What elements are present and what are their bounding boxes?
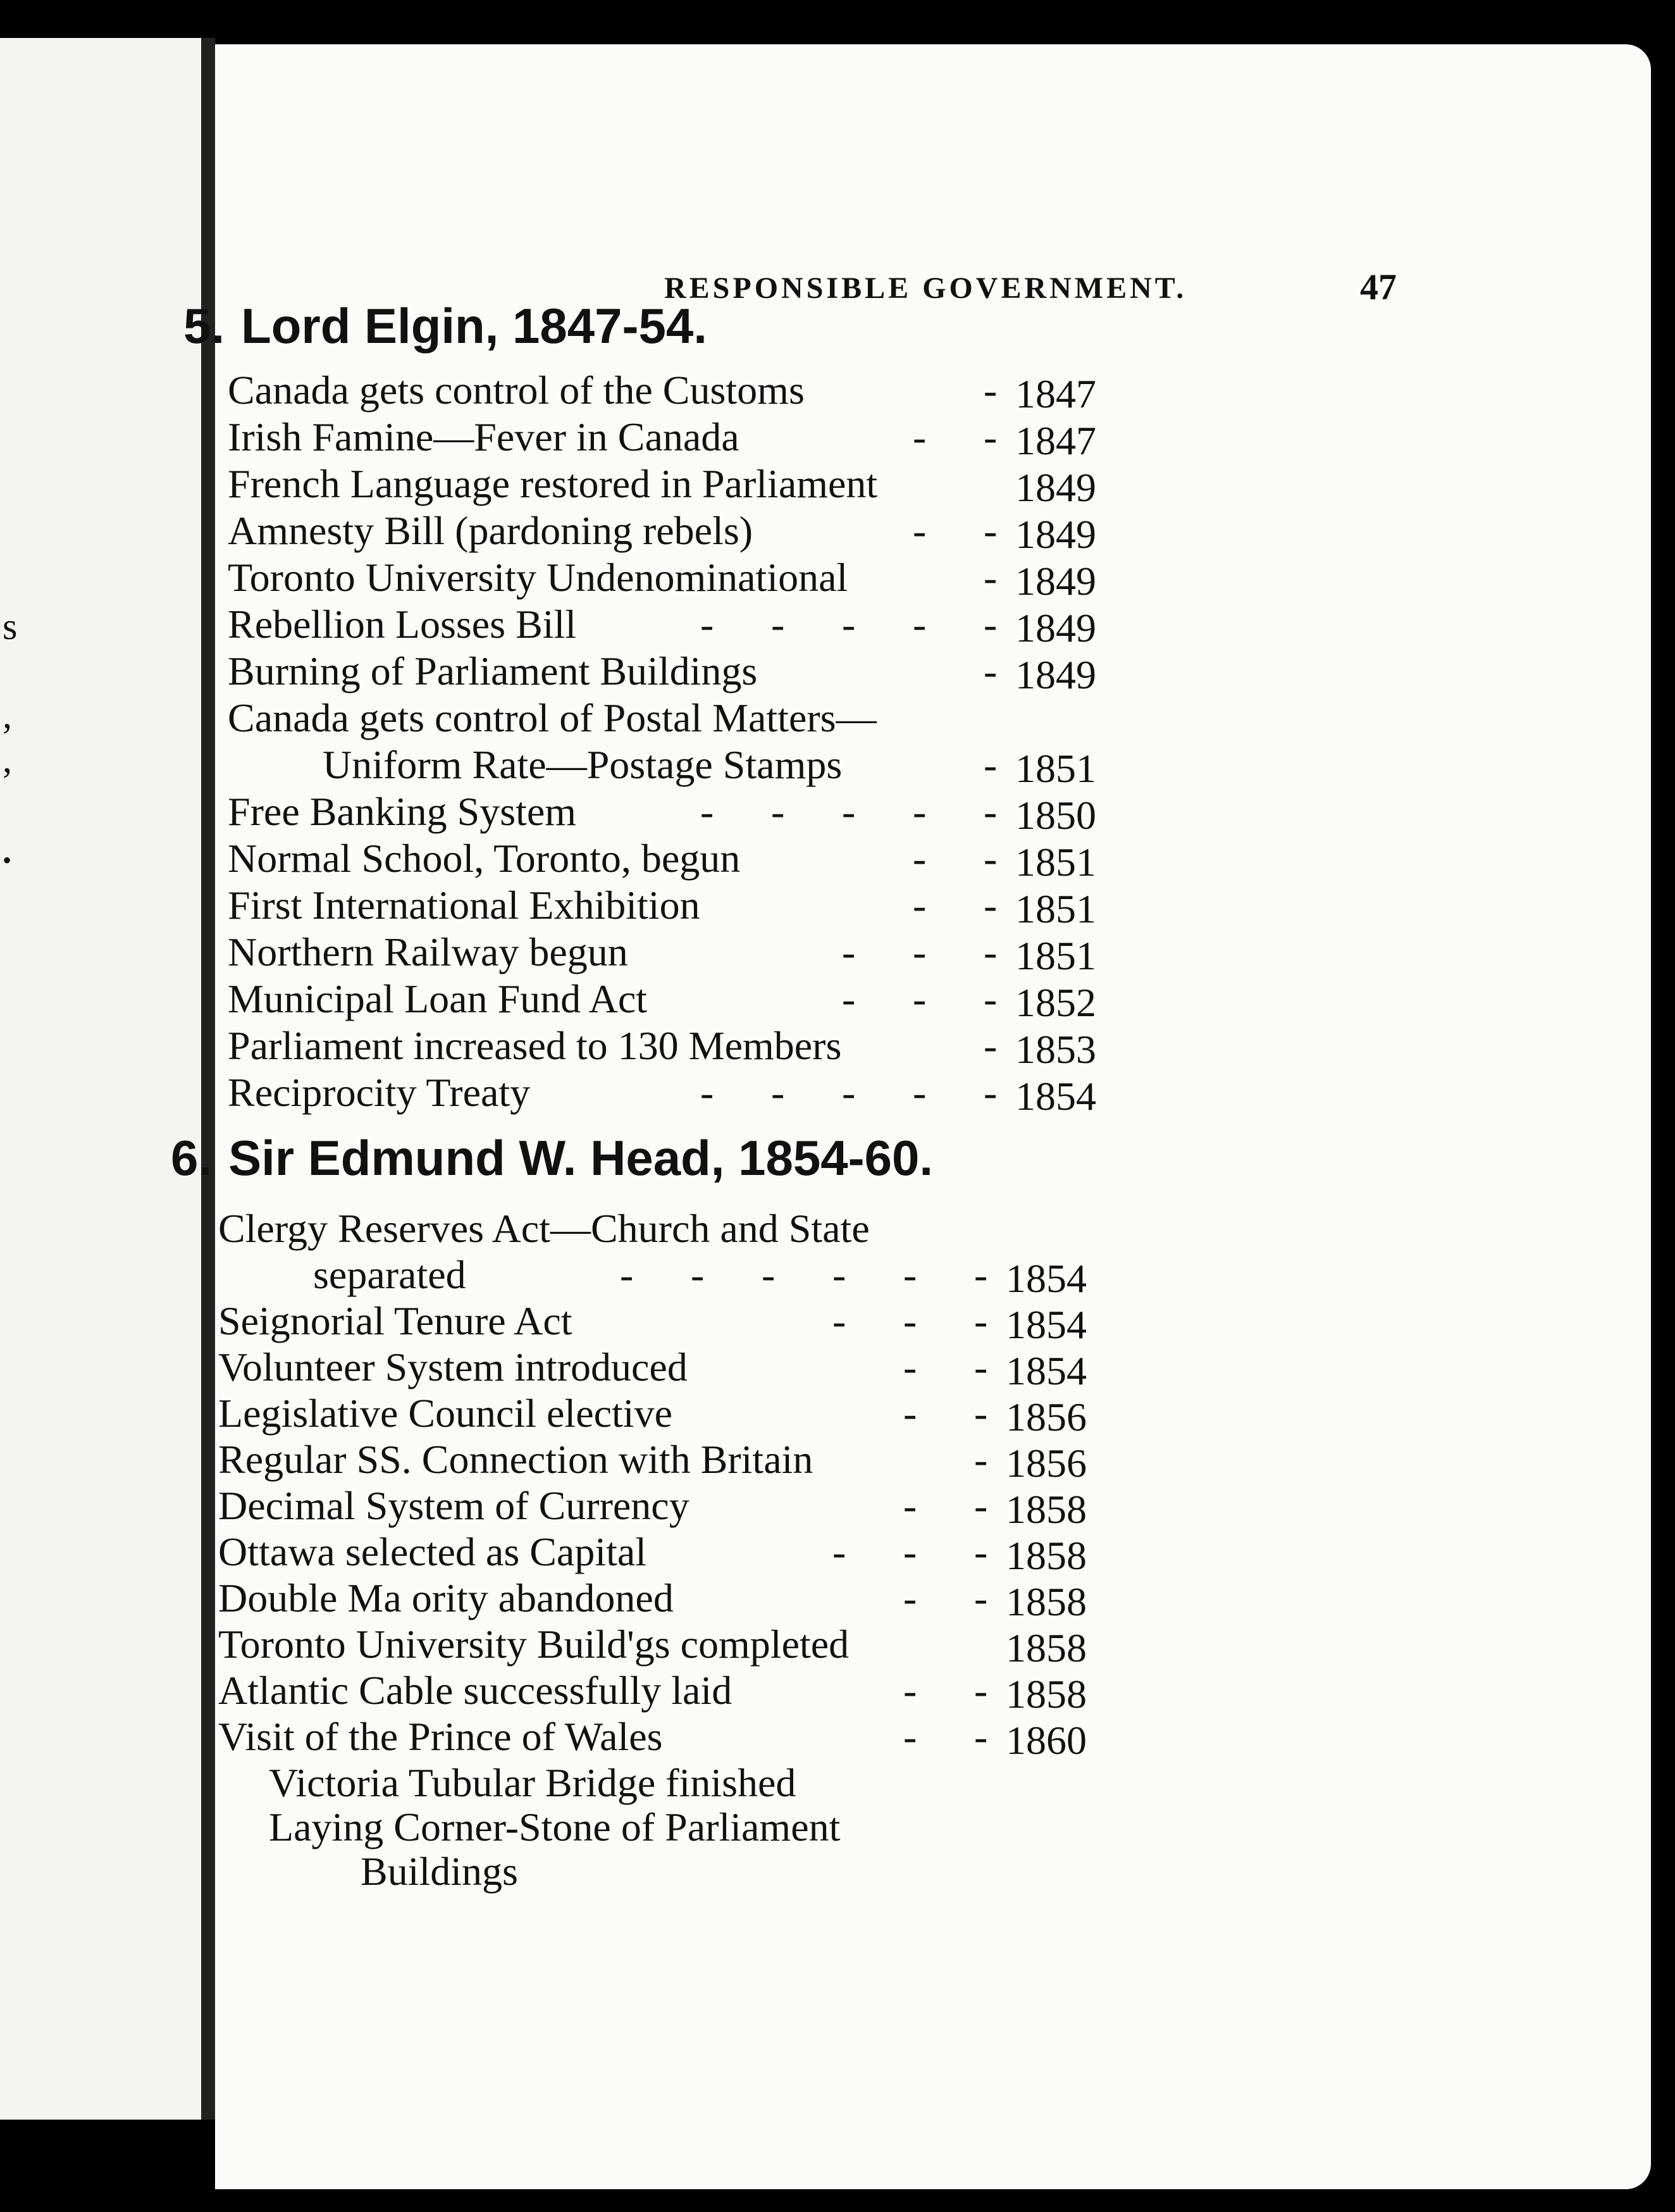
section-title: Sir Edmund W. Head, 1854-60. [228, 1130, 934, 1186]
leader-dash: - [913, 508, 927, 553]
leader-dash: - [974, 1714, 988, 1759]
chronology-entry [218, 1713, 1107, 1763]
entry-label: Free Banking System [228, 789, 577, 834]
leader-dash: - [620, 1252, 634, 1297]
facing-page-edge [0, 38, 201, 2120]
leader-dash: - [974, 1298, 988, 1343]
leader-dash: - [762, 1252, 776, 1297]
entry-label: Volunteer System introduced [218, 1345, 688, 1389]
chronology-entry [228, 788, 1116, 838]
entry-label: Legislative Council elective [218, 1391, 672, 1436]
leader-dash: - [984, 602, 998, 647]
leader-dash: - [700, 1070, 714, 1115]
leader-dash: - [974, 1529, 988, 1574]
entry-label: Toronto University Undenominational [228, 555, 848, 600]
leader-dash: - [903, 1298, 917, 1343]
continuation-line: Laying Corner-Stone of Parliament [269, 1805, 841, 1849]
leader-dash: - [771, 1070, 785, 1115]
entry-year: 1856 [1006, 1441, 1087, 1486]
leader-dash: - [984, 555, 998, 600]
margin-fragment: s [3, 606, 18, 647]
leader-dash: - [974, 1252, 988, 1297]
running-head: RESPONSIBLE GOVERNMENT. [664, 271, 1187, 305]
leader-dash: - [913, 929, 927, 974]
entry-year: 1858 [1006, 1672, 1087, 1717]
entry-year: 1856 [1006, 1395, 1087, 1439]
entry-year: 1851 [1015, 886, 1096, 931]
leader-dash: - [984, 929, 998, 974]
leader-dash: - [984, 976, 998, 1021]
leader-dash: - [984, 883, 998, 928]
entry-year: 1854 [1006, 1348, 1087, 1393]
leader-dash: - [771, 789, 785, 834]
leader-dash: - [913, 414, 927, 459]
entry-label: Toronto University Build'gs completed [218, 1622, 850, 1667]
section-number: 6. [171, 1130, 213, 1186]
leader-dash: - [842, 929, 856, 974]
chronology-entry [228, 1022, 1116, 1072]
entry-year: 1850 [1015, 793, 1096, 838]
leader-dash: - [974, 1345, 988, 1389]
leader-dash: - [903, 1668, 917, 1713]
entry-year: 1851 [1015, 933, 1096, 978]
entry-year: 1849 [1015, 606, 1096, 650]
entry-label: French Language restored in Parliament [228, 461, 878, 506]
chronology-entry [218, 1621, 1107, 1668]
entry-year: 1849 [1015, 465, 1096, 510]
leader-dash: - [842, 976, 856, 1021]
leader-dash: - [842, 1070, 856, 1115]
continuation-line: Victoria Tubular Bridge finished [269, 1760, 796, 1805]
leader-dash: - [974, 1575, 988, 1620]
leader-dash: - [700, 602, 714, 647]
leader-dash: - [832, 1252, 846, 1297]
leader-dash: - [984, 508, 998, 553]
entry-year: 1852 [1015, 980, 1096, 1025]
entry-label: Rebellion Losses Bill [228, 602, 577, 647]
entry-year: 1854 [1006, 1302, 1087, 1347]
entry-label: separated [313, 1252, 466, 1297]
entry-label: Atlantic Cable successfully laid [218, 1668, 732, 1713]
chronology-entry [228, 507, 1116, 557]
chronology-entry [228, 601, 1116, 648]
leader-dash: - [974, 1437, 988, 1482]
leader-dash: - [913, 976, 927, 1021]
chronology-entry [228, 414, 1116, 461]
leader-dash: - [984, 742, 998, 787]
entry-year: 1860 [1006, 1718, 1087, 1763]
continuation-line: Buildings [361, 1849, 518, 1894]
entry-label: Normal School, Toronto, begun [228, 836, 741, 881]
chronology-entry [218, 1390, 1107, 1437]
section-heading [183, 297, 707, 355]
leader-dash: - [974, 1668, 988, 1713]
leader-dash: - [691, 1252, 705, 1297]
entry-year: 1847 [1015, 371, 1096, 416]
chronology-entry [228, 648, 1116, 695]
entry-label: Decimal System of Currency [218, 1483, 689, 1528]
chronology-entry [323, 742, 1211, 791]
entry-year: 1851 [1015, 840, 1096, 885]
entry-year: 1849 [1015, 559, 1096, 604]
leader-dash: - [903, 1345, 917, 1389]
leader-dash: - [984, 649, 998, 693]
page-number: 47 [1360, 266, 1397, 308]
leader-dash: - [984, 836, 998, 881]
entry-year: 1853 [1015, 1027, 1096, 1072]
section-heading [171, 1129, 933, 1187]
entry-year: 1849 [1015, 512, 1096, 557]
entry-label: Reciprocity Treaty [228, 1070, 531, 1115]
chronology-entry [228, 461, 1116, 510]
entry-year: 1851 [1015, 746, 1096, 791]
entry-label: Irish Famine—Fever in Canada [228, 414, 739, 459]
entry-label: Clergy Reserves Act—Church and State [218, 1206, 870, 1251]
section-number: 5. [183, 298, 225, 354]
entry-year: 1854 [1006, 1256, 1087, 1301]
chronology-entry [218, 1667, 1107, 1717]
entry-label: Ottawa selected as Capital [218, 1529, 647, 1574]
leader-dash: - [913, 1070, 927, 1115]
entry-year: 1849 [1015, 652, 1096, 697]
entry-label: Burning of Parliament Buildings [228, 649, 758, 693]
entry-label: First International Exhibition [228, 883, 700, 928]
chronology-entry [218, 1482, 1107, 1532]
chronology-entry [228, 695, 1116, 742]
margin-fragment: • [3, 846, 12, 874]
entry-label: Amnesty Bill (pardoning rebels) [228, 508, 753, 553]
chronology-entry [218, 1529, 1107, 1578]
leader-dash: - [842, 602, 856, 647]
leader-dash: - [903, 1714, 917, 1759]
entry-year: 1858 [1006, 1533, 1087, 1578]
leader-dash: - [913, 789, 927, 834]
leader-dash: - [903, 1252, 917, 1297]
margin-fragment: , [3, 738, 12, 780]
entry-label: Seignorial Tenure Act [218, 1298, 572, 1343]
chronology-entry [218, 1344, 1107, 1391]
leader-dash: - [984, 789, 998, 834]
chronology-entry [228, 929, 1116, 976]
entry-year: 1854 [1015, 1074, 1096, 1119]
entry-year: 1858 [1006, 1487, 1087, 1532]
book-page [171, 44, 1651, 2189]
chronology-entry [313, 1252, 1202, 1301]
entry-label: Double Ma ority abandoned [218, 1575, 674, 1620]
chronology-entry [218, 1575, 1107, 1622]
chronology-entry [228, 835, 1116, 885]
section-title: Lord Elgin, 1847-54. [241, 298, 707, 354]
entry-label: Uniform Rate—Postage Stamps [323, 742, 843, 787]
entry-year: 1847 [1015, 418, 1096, 463]
leader-dash: - [984, 1070, 998, 1115]
entry-label: Municipal Loan Fund Act [228, 976, 648, 1021]
leader-dash: - [974, 1391, 988, 1436]
chronology-entry [218, 1436, 1107, 1486]
leader-dash: - [771, 602, 785, 647]
leader-dash: - [984, 414, 998, 459]
leader-dash: - [832, 1298, 846, 1343]
leader-dash: - [974, 1483, 988, 1528]
leader-dash: - [700, 789, 714, 834]
leader-dash: - [903, 1529, 917, 1574]
chronology-entry [218, 1298, 1107, 1345]
entry-label: Canada gets control of the Customs [228, 368, 805, 413]
chronology-entry [228, 882, 1116, 929]
entry-label: Canada gets control of Postal Matters— [228, 695, 877, 740]
entry-label: Regular SS. Connection with Britain [218, 1437, 813, 1482]
margin-fragment: , [3, 694, 12, 736]
chronology-entry [228, 1069, 1116, 1119]
chronology-entry [218, 1205, 1107, 1252]
chronology-entry [228, 367, 1116, 414]
leader-dash: - [903, 1575, 917, 1620]
entry-label: Northern Railway begun [228, 929, 628, 974]
leader-dash: - [832, 1529, 846, 1574]
chronology-entry [228, 976, 1116, 1025]
leader-dash: - [913, 602, 927, 647]
leader-dash: - [903, 1483, 917, 1528]
entry-label: Parliament increased to 130 Members [228, 1023, 842, 1068]
entry-year: 1858 [1006, 1625, 1087, 1670]
leader-dash: - [984, 368, 998, 413]
leader-dash: - [842, 789, 856, 834]
leader-dash: - [913, 836, 927, 881]
leader-dash: - [984, 1023, 998, 1068]
leader-dash: - [903, 1391, 917, 1436]
entry-year: 1858 [1006, 1579, 1087, 1624]
chronology-entry [228, 554, 1116, 604]
entry-label: Visit of the Prince of Wales [218, 1714, 663, 1759]
leader-dash: - [913, 883, 927, 928]
